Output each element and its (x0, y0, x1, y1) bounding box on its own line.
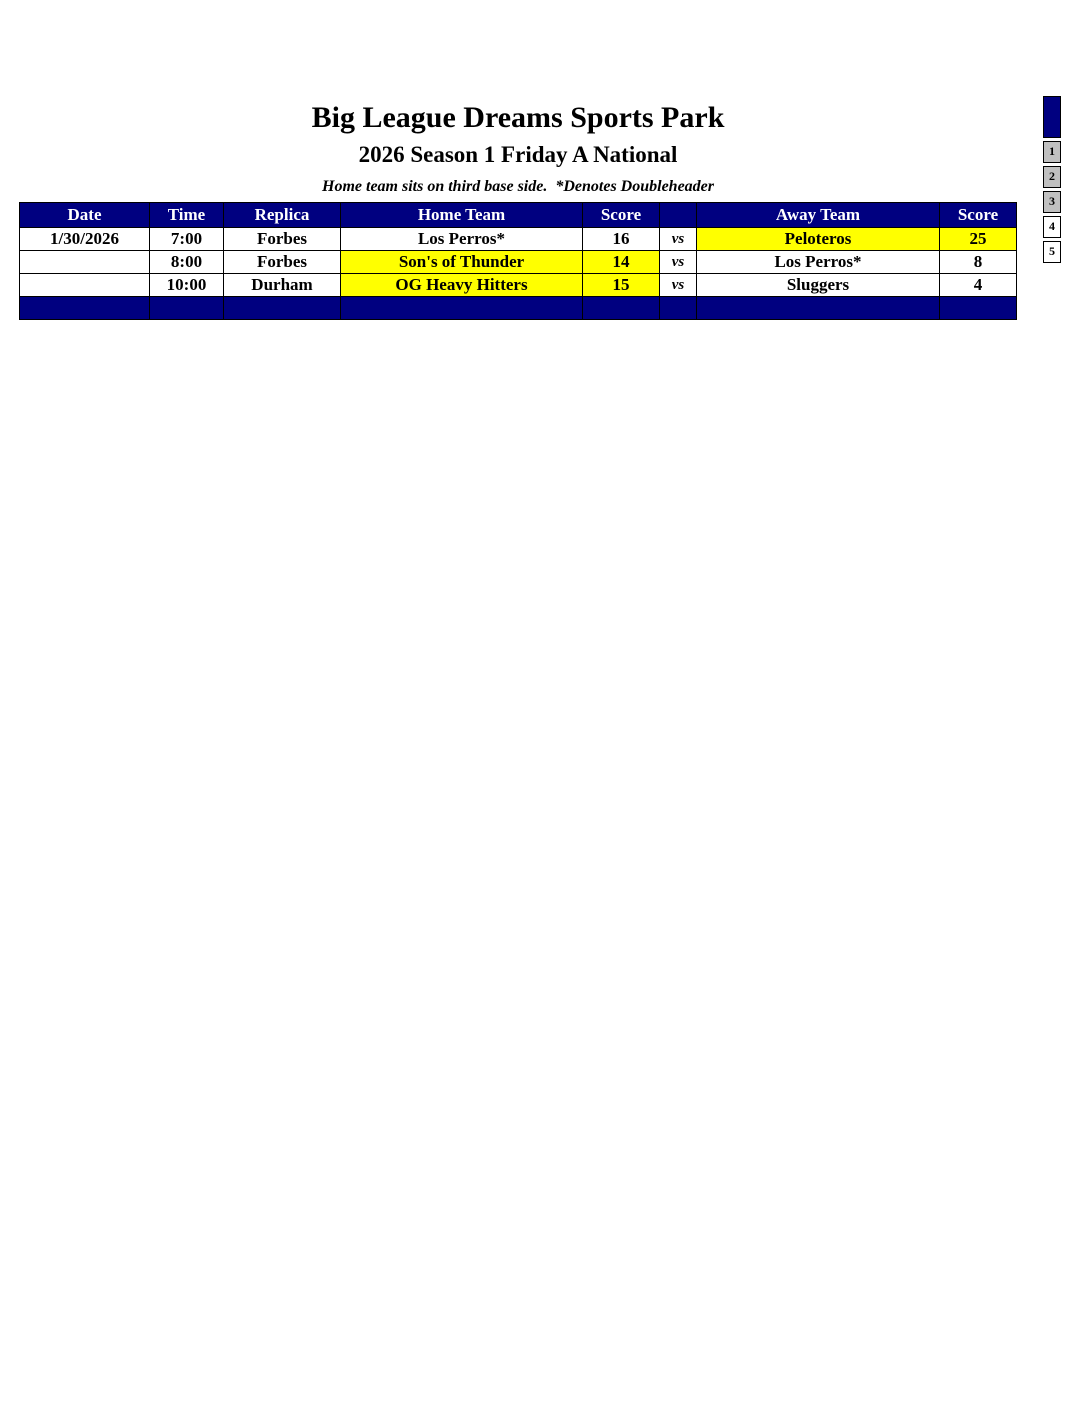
footer-cell (150, 297, 224, 320)
vs-label: vs (660, 228, 697, 251)
footer-cell (583, 297, 660, 320)
sheet-index-header (1043, 96, 1061, 138)
sheet-index (1043, 96, 1061, 263)
away-team-cell: Peloteros (697, 228, 940, 251)
date-cell (20, 274, 150, 297)
date-cell: 1/30/2026 (20, 228, 150, 251)
column-header-home-score: Score (583, 203, 660, 228)
replica-cell: Forbes (224, 251, 341, 274)
sheet-index-item[interactable]: 2 (1043, 166, 1061, 188)
replica-cell: Forbes (224, 228, 341, 251)
schedule-table (19, 202, 1017, 320)
sheet-index-item[interactable]: 1 (1043, 141, 1061, 163)
column-header-date: Date (20, 203, 150, 228)
footer-cell (20, 297, 150, 320)
time-cell: 7:00 (150, 228, 224, 251)
schedule-note: Home team sits on third base side. *Denotes Doubleheader (322, 178, 714, 195)
column-header-away-team: Away Team (697, 203, 940, 228)
vs-label: vs (660, 274, 697, 297)
time-cell: 8:00 (150, 251, 224, 274)
column-header-home-team: Home Team (341, 203, 583, 228)
home-score-cell: 15 (583, 274, 660, 297)
table-row (20, 274, 1017, 297)
page-subtitle: 2026 Season 1 Friday A National (358, 142, 678, 167)
table-row (20, 228, 1017, 251)
sheet-index-item[interactable]: 4 (1043, 216, 1061, 238)
away-score-cell: 25 (940, 228, 1017, 251)
vs-label: vs (660, 251, 697, 274)
home-team-cell: OG Heavy Hitters (341, 274, 583, 297)
footer-cell (660, 297, 697, 320)
away-team-cell: Los Perros* (697, 251, 940, 274)
footer-cell (224, 297, 341, 320)
sheet-index-item[interactable]: 3 (1043, 191, 1061, 213)
away-score-cell: 4 (940, 274, 1017, 297)
time-cell: 10:00 (150, 274, 224, 297)
home-score-cell: 16 (583, 228, 660, 251)
away-score-cell: 8 (940, 251, 1017, 274)
column-header-away-score: Score (940, 203, 1017, 228)
column-header-vs (660, 203, 697, 228)
home-score-cell: 14 (583, 251, 660, 274)
away-team-cell: Sluggers (697, 274, 940, 297)
sheet-index-item[interactable]: 5 (1043, 241, 1061, 263)
table-header-row (20, 203, 1017, 228)
footer-cell (940, 297, 1017, 320)
column-header-time: Time (150, 203, 224, 228)
page-title: Big League Dreams Sports Park (311, 101, 725, 134)
footer-cell (341, 297, 583, 320)
home-team-cell: Son's of Thunder (341, 251, 583, 274)
home-team-cell: Los Perros* (341, 228, 583, 251)
column-header-replica: Replica (224, 203, 341, 228)
table-footer-row (20, 297, 1017, 320)
footer-cell (697, 297, 940, 320)
date-cell (20, 251, 150, 274)
replica-cell: Durham (224, 274, 341, 297)
table-row (20, 251, 1017, 274)
